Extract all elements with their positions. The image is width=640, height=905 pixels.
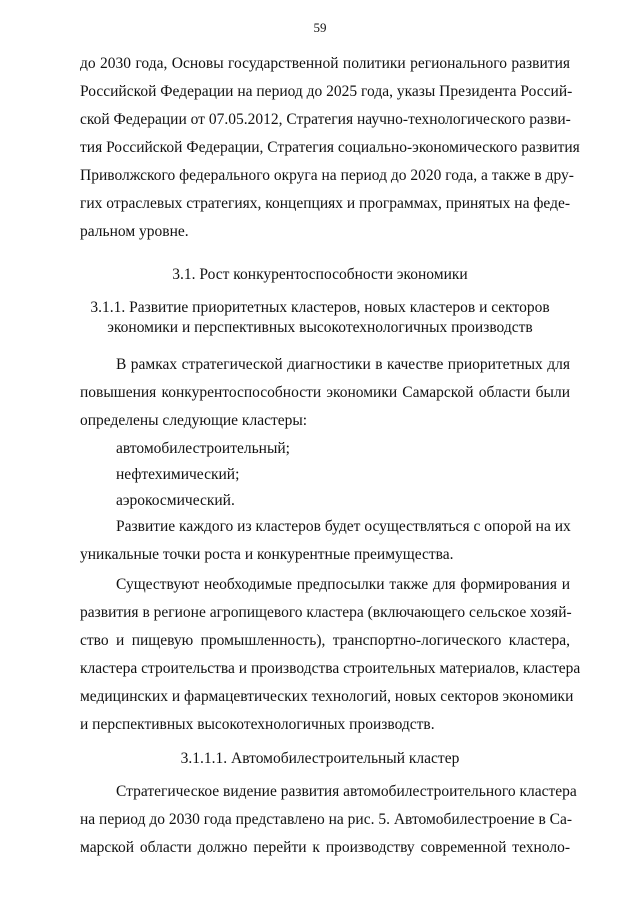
text-line: повышения конкурентоспособности экономики Самарской области были (80, 384, 570, 401)
text-line: гих отраслевых стратегиях, концепциях и программах, принятых на феде- (80, 195, 570, 212)
text-line: медицинских и фармацевтических технологий, новых секторов экономики (80, 688, 574, 705)
list-item: нефтехимический; (116, 466, 240, 483)
subsection-heading: экономики и перспективных высокотехнологичных производств (107, 319, 533, 336)
subsection-heading: 3.1.1. Развитие приоритетных кластеров, новых кластеров и секторов (90, 299, 550, 316)
text-line: Развитие каждого из кластеров будет осуществляться с опорой на их (116, 518, 571, 535)
text-line: и перспективных высокотехнологичных производств. (80, 716, 435, 733)
text-line: Стратегическое видение развития автомобилестроительного кластера (116, 783, 577, 800)
list-item: автомобилестроительный; (116, 440, 290, 457)
text-line: тия Российской Федерации, Стратегия социально-экономического развития (80, 139, 580, 156)
text-line: на период до 2030 года представлено на рис. 5. Автомобилестроение в Са- (80, 811, 573, 828)
text-line: ской Федерации от 07.05.2012, Стратегия научно-технологического разви- (80, 111, 571, 128)
text-line: определены следующие кластеры: (80, 412, 308, 429)
section-heading: 3.1. Рост конкурентоспособности экономики (172, 266, 468, 283)
subsubsection-heading: 3.1.1.1. Автомобилестроительный кластер (180, 750, 460, 767)
text-line: ство и пищевую промышленность), транспортно-логического кластера, (80, 632, 570, 649)
text-line: Российской Федерации на период до 2025 года, указы Президента Россий- (80, 83, 573, 100)
text-line: до 2030 года, Основы государственной политики регионального развития (80, 55, 570, 72)
text-line: ральном уровне. (80, 223, 189, 240)
text-line: марской области должно перейти к производству современной техноло- (80, 839, 570, 856)
text-line: кластера строительства и производства строительных материалов, кластера (80, 660, 581, 677)
list-item: аэрокосмический. (116, 492, 235, 509)
page-number: 59 (313, 20, 327, 35)
text-line: уникальные точки роста и конкурентные преимущества. (80, 546, 454, 563)
text-line: развития в регионе агропищевого кластера (включающего сельское хозяй- (80, 604, 572, 621)
text-line: Существуют необходимые предпосылки также для формирования и (116, 576, 570, 593)
text-line: В рамках стратегической диагностики в качестве приоритетных для (116, 356, 570, 373)
text-line: Приволжского федерального округа на период до 2020 года, а также в дру- (80, 167, 574, 184)
